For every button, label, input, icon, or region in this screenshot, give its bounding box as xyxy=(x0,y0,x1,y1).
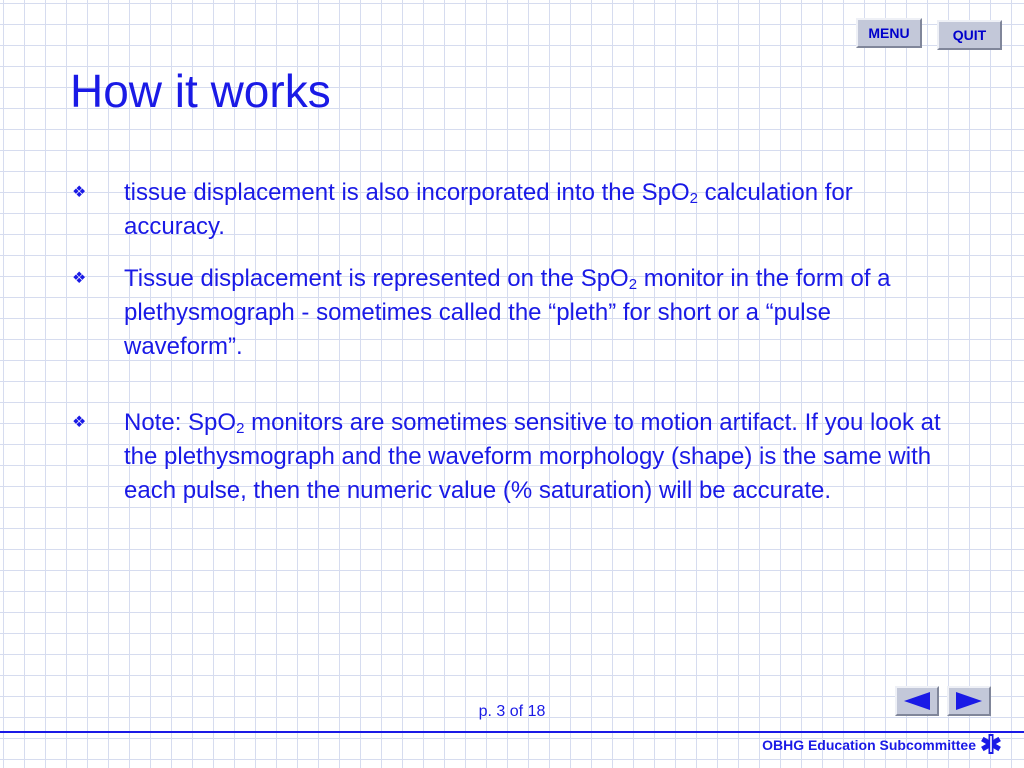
bullet-text: tissue displacement is also incorporated into the SpO$_2$ calculation for accuracy. xyxy=(124,179,853,240)
bullet-item xyxy=(70,406,950,508)
bullet-item xyxy=(70,176,950,244)
organization-name: OBHG Education Subcommittee xyxy=(762,737,976,753)
bullet-text: Note: SpO$_2$ monitors are sometimes sensitive to motion artifact. If you look at the plethysmograph and the waveform morphology (shape) is the same with each pulse, then the numeric value (% saturation) will be accurate. xyxy=(124,409,941,504)
star-of-life-icon xyxy=(980,733,1002,755)
quit-button[interactable]: QUIT xyxy=(937,20,1002,50)
menu-button[interactable]: MENU xyxy=(856,18,922,48)
diamond-bullet-icon: ❖ xyxy=(72,414,87,431)
footer-divider xyxy=(0,731,1024,733)
next-slide-button[interactable] xyxy=(947,686,991,716)
right-arrow-icon xyxy=(954,691,984,711)
bullet-item xyxy=(70,262,950,364)
bullet-list xyxy=(70,176,950,508)
bullet-text: Tissue displacement is represented on the SpO$_2$ monitor in the form of a plethysmograph - sometimes called the “pleth” for short or a “pulse waveform”. xyxy=(124,265,891,360)
left-arrow-icon xyxy=(902,691,932,711)
diamond-bullet-icon: ❖ xyxy=(72,184,87,201)
page-indicator: p. 3 of 18 xyxy=(478,703,546,720)
slide-title: How it works xyxy=(70,65,331,117)
diamond-bullet-icon: ❖ xyxy=(72,270,87,287)
previous-slide-button[interactable] xyxy=(895,686,939,716)
